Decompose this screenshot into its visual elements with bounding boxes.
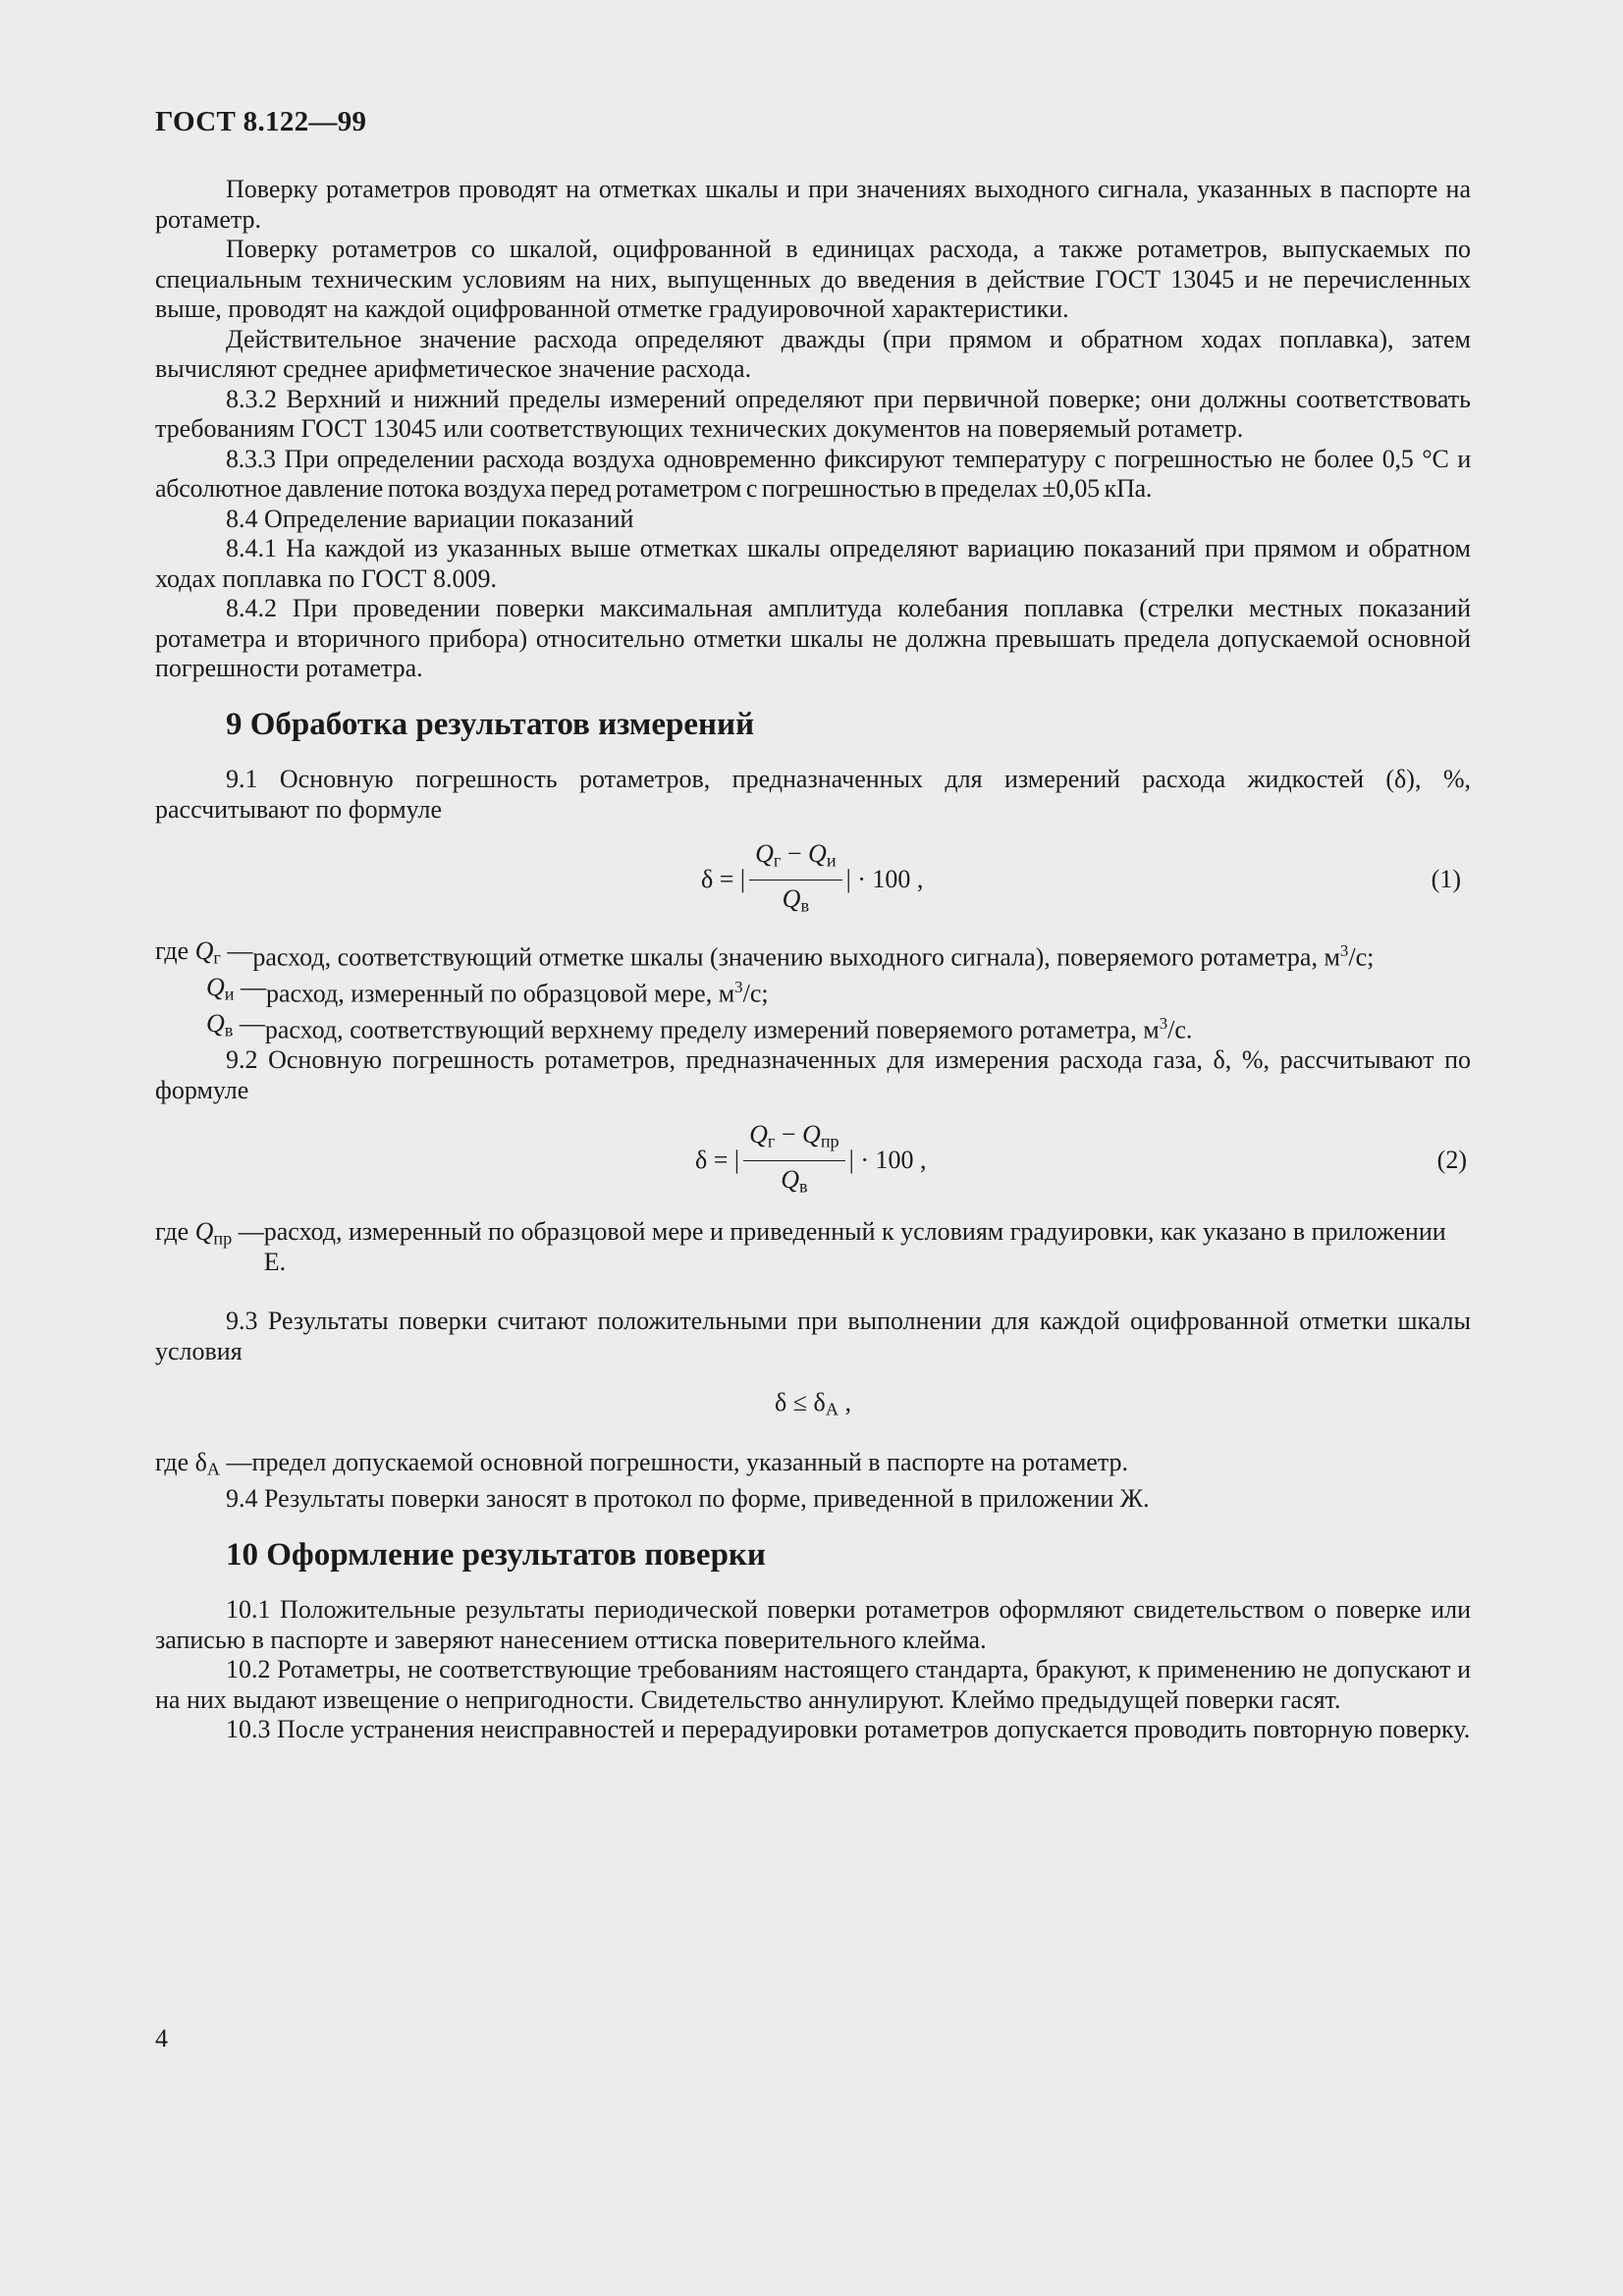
definition-item: где $\delta_А$ — предел допускаемой основной погрешности, указанный в паспорте на ротаметр. — [155, 1448, 1129, 1479]
paragraph: 9.2 Основную погрешность ротаметров, предназначенных для измерения расхода газа, δ, %, рассчитывают по формуле — [155, 1045, 1471, 1104]
paragraph: Действительное значение расхода определяют дважды (при прямом и обратном ходах поплавка), затем вычисляют среднее арифметическое значение расхода. — [155, 324, 1471, 383]
paragraph: 8.4 Определение вариации показаний — [226, 504, 634, 533]
fraction-numerator: $Q_г - Q_и$ — [749, 839, 841, 881]
document-header: ГОСТ 8.122—99 — [155, 106, 367, 137]
fraction-denominator: $Q_в$ — [782, 883, 810, 916]
section-heading-10: 10 Оформление результатов поверки — [226, 1536, 766, 1573]
paragraph: 10.2 Ротаметры, не соответствующие требованиям настоящего стандарта, бракуют, к применению не допускают и на них выдают извещение о непригодности. Свидетельство аннулируют. Клеймо предыдущей поверки гасят. — [155, 1655, 1471, 1714]
formula-number: (1) — [1431, 865, 1461, 893]
paragraph: 9.1 Основную погрешность ротаметров, предназначенных для измерений расхода жидкостей (δ), %, рассчитывают по формуле — [155, 765, 1471, 824]
paragraph: 8.3.2 Верхний и нижний пределы измерений определяют при первичной поверке; они должны соответствовать требованиям ГОСТ 13045 или соответствующих технических документов на поверяемый ротаметр. — [155, 384, 1471, 443]
fraction — [749, 839, 841, 920]
fraction-denominator: $Q_в$ — [781, 1164, 808, 1197]
formula-2 — [155, 1113, 1471, 1207]
section-heading-9: 9 Обработка результатов измерений — [226, 706, 755, 742]
paragraph: 10.1 Положительные результаты периодической поверки ротаметров оформляют свидетельством о поверке или записью в паспорте и заверяют нанесением оттиска поверительного клейма. — [155, 1595, 1471, 1654]
paragraph: 8.3.3 При определении расхода воздуха одновременно фиксируют температуру с погрешностью не более 0,5 °С и абсолютное давление потока воздуха перед ротаметром с погрешностью в пределах ±0,05 кПа. — [155, 444, 1471, 503]
definition-item: $Q_в$ — расход, соответствующий верхнему пределу измерений поверяемого ротаметра, $м^3/с$. — [206, 1009, 1193, 1044]
paragraph: 8.4.1 На каждой из указанных выше отметках шкалы определяют вариацию показаний при прямом и обратном ходах поплавка по ГОСТ 8.009. — [155, 534, 1471, 593]
fraction-numerator: $Q_г - Q_{пр}$ — [743, 1120, 845, 1161]
paragraph: Поверку ротаметров проводят на отметках шкалы и при значениях выходного сигнала, указанных в паспорте на ротаметр. — [155, 175, 1471, 234]
definition-item: $Q_и$ — расход, измеренный по образцовой мере, $м^3/с$; — [206, 973, 769, 1008]
definition-item: где $Q_г$ — расход, соответствующий отметке шкалы (значению выходного сигнала), поверяемого ротаметра, $м^3/с$; — [155, 936, 1375, 972]
document-body — [155, 175, 1471, 1745]
fraction — [743, 1120, 845, 1201]
paragraph: 8.4.2 При проведении поверки максимальная амплитуда колебания поплавка (стрелки местных показаний ротаметра и вторичного прибора) относительно отметки шкалы не должна превышать предела допускаемой основной погрешности ротаметра. — [155, 594, 1471, 682]
formula-lhs: δ = | — [701, 864, 746, 893]
paragraph: 10.3 После устранения неисправностей и перерадуировки ротаметров допускается проводить повторную поверку. — [226, 1715, 1471, 1744]
formula-number: (2) — [1436, 1146, 1467, 1175]
formula-1 — [155, 832, 1471, 927]
formula-rhs: | · 100 , — [848, 1145, 927, 1174]
paragraph: 9.3 Результаты поверки считают положительными при выполнении для каждой оцифрованной отметки шкалы условия — [155, 1307, 1471, 1365]
paragraph: Поверку ротаметров со шкалой, оцифрованной в единицах расхода, а также ротаметров, выпускаемых по специальным техническим условиям на них, выпущенных до введения в действие ГОСТ 13045 и не перечисленных выше, проводят на каждой оцифрованной отметке градуировочной характеристики. — [155, 235, 1471, 323]
page-number: 4 — [155, 2024, 168, 2053]
definition-item: где $Q_{пр}$ — расход, измеренный по образцовой мере и приведенный к условиям градуировки, как указано в приложении Е. — [155, 1217, 1446, 1276]
inequality: $\delta \le \delta_А$ , — [775, 1388, 851, 1419]
formula-lhs: δ = | — [695, 1145, 740, 1174]
formula-rhs: | · 100 , — [845, 864, 924, 893]
paragraph: 9.4 Результаты поверки заносят в протокол по форме, приведенной в приложении Ж. — [226, 1484, 1150, 1514]
